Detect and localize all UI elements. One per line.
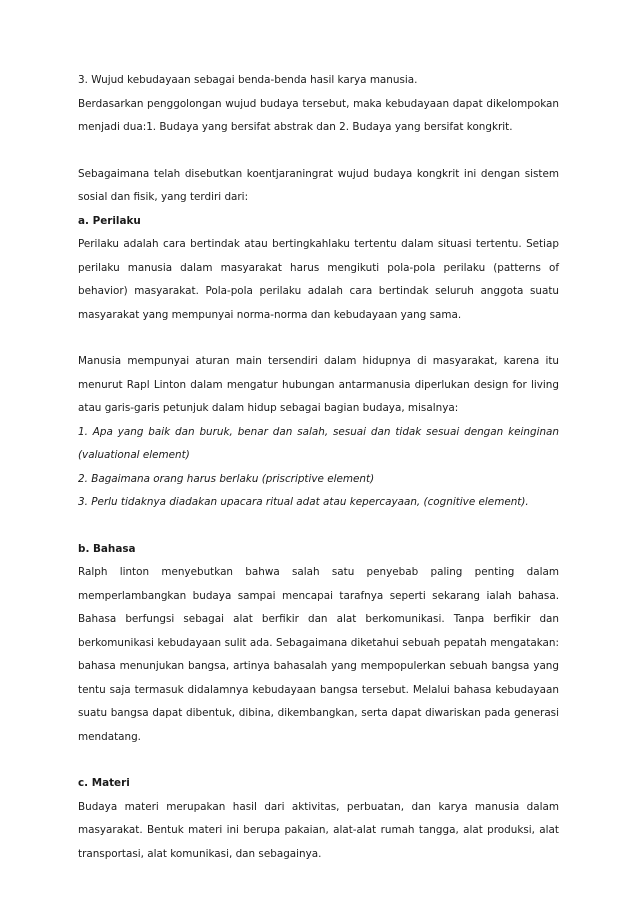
- section-c-body: Budaya materi merupakan hasil dari aktivitas, perbuatan, dan karya manusia dalam masyarakat. Bentuk materi ini berupa pakaian, alat-alat rumah tangga, alat produksi, alat transportasi, alat komunikasi, dan sebagainya.: [78, 800, 559, 860]
- section-b-heading: b. Bahasa: [78, 542, 136, 555]
- list-item-3: 3. Perlu tidaknya diadakan upacara ritual adat atau kepercayaan, (cognitive element).: [78, 496, 529, 508]
- document-body: [78, 69, 559, 866]
- list-item-2: 2. Bagaimana orang harus berlaku (priscriptive element): [78, 472, 375, 485]
- koentjaraningrat-paragraph: Sebagaimana telah disebutkan koentjaraningrat wujud budaya kongkrit ini dengan sistem sosial dan fisik, yang terdiri dari:: [78, 167, 559, 203]
- list-item-1: 1. Apa yang baik dan buruk, benar dan salah, sesuai dan tidak sesuai dengan keinginan (valuational element): [78, 425, 559, 461]
- paragraph-spacer: [78, 749, 559, 772]
- section-c-heading: c. Materi: [78, 777, 130, 789]
- paragraph-spacer: [78, 327, 559, 350]
- intro-line-2: Berdasarkan penggolongan wujud budaya tersebut, maka kebudayaan dapat dikelompokan menjadi dua:1. Budaya yang bersifat abstrak dan 2. Budaya yang bersifat kongkrit.: [78, 97, 559, 133]
- section-a-body: Perilaku adalah cara bertindak atau bertingkahlaku tertentu dalam situasi tertentu. Setiap perilaku manusia dalam masyarakat harus mengikuti pola-pola perilaku (patterns of behavior) masyarakat. Pola-pola perilaku adalah cara bertindak seluruh anggota suatu masyarakat yang mempunyai norma-norma dan kebudayaan yang sama.: [78, 238, 559, 321]
- linton-paragraph: Manusia mempunyai aturan main tersendiri dalam hidupnya di masyarakat, karena itu menurut Rapl Linton dalam mengatur hubungan antarmanusia diperlukan design for living atau garis-garis petunjuk dalam hidup sebagai bagian budaya, misalnya:: [78, 355, 559, 414]
- section-a-heading: a. Perilaku: [78, 214, 141, 227]
- paragraph-spacer: [78, 515, 559, 538]
- section-b-body: Ralph linton menyebutkan bahwa salah satu penyebab paling penting dalam memperlambangkan budaya sampai mencapai tarafnya seperti sekarang ialah bahasa. Bahasa berfungsi sebagai alat berfikir dan alat berkomunikasi. Tanpa berfikir dan berkomunikasi kebudayaan sulit ada. Sebagaimana diketahui sebuah pepatah mengatakan: bahasa menunjukan bangsa, artinya bahasalah yang mempopulerkan sebuah bangsa yang tentu saja termasuk didalamnya kebudayaan bangsa tersebut. Melalui bahasa kebudayaan suatu bangsa dapat dibentuk, dibina, dikembangkan, serta dapat diwariskan pada generasi mendatang.: [78, 566, 559, 743]
- paragraph-spacer: [78, 140, 559, 163]
- intro-line-1: 3. Wujud kebudayaan sebagai benda-benda hasil karya manusia.: [78, 74, 418, 86]
